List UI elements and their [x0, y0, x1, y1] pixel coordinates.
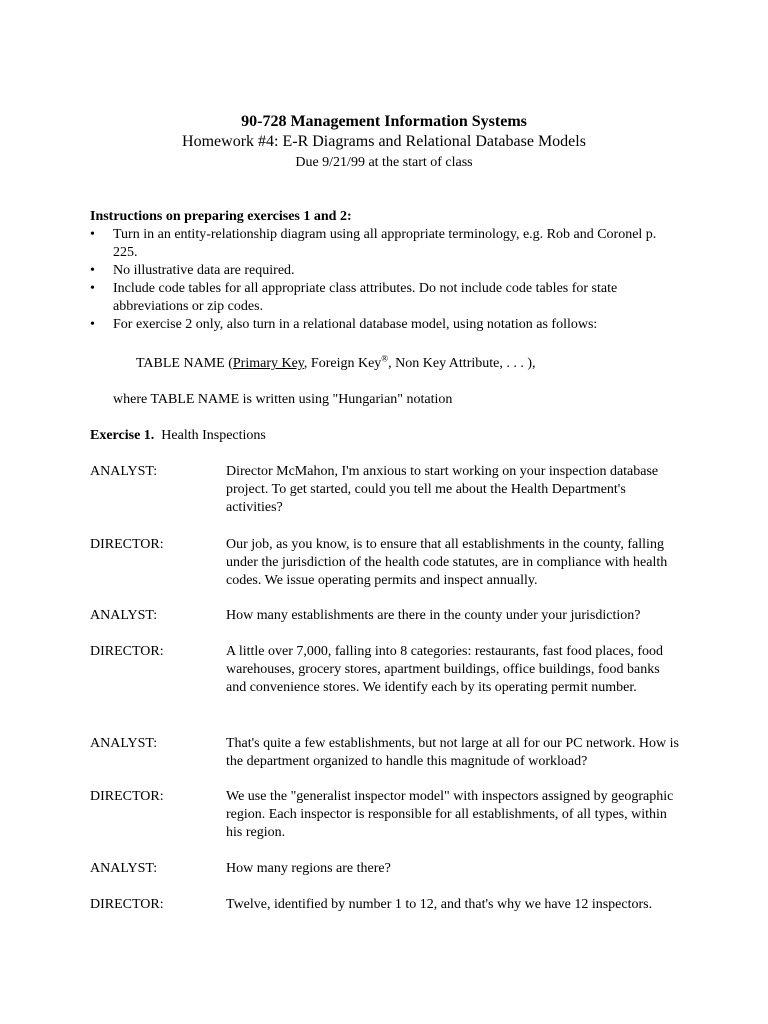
- dialogue-text: Our job, as you know, is to ensure that all establishments in the county, falling under the jurisdiction of the health code statutes, are in compliance with health codes. We issue operating permits and inspect annually.: [226, 537, 668, 588]
- instruction-item: [90, 226, 680, 262]
- speaker-label: DIRECTOR:: [90, 537, 164, 552]
- notation-foreign-key: , Foreign Key: [303, 356, 382, 371]
- instructions-list: [90, 226, 680, 334]
- course-title: 90-728 Management Information Systems: [241, 113, 527, 130]
- due-date-line: Due 9/21/99 at the start of class: [295, 155, 473, 170]
- exercise-title: Health Inspections: [161, 428, 266, 443]
- instructions-heading: Instructions on preparing exercises 1 and 2:: [90, 209, 352, 224]
- instruction-text: Include code tables for all appropriate class attributes. Do not include code tables for state abbreviations or zip codes.: [113, 281, 618, 314]
- instruction-item: [90, 262, 680, 280]
- instruction-item: [90, 316, 680, 334]
- instruction-text: No illustrative data are required.: [113, 263, 295, 278]
- speaker-label: DIRECTOR:: [90, 789, 164, 804]
- notation-explanation: where TABLE NAME is written using "Hungarian" notation: [113, 392, 453, 407]
- foreign-key-mark: ®: [381, 353, 389, 364]
- dialogue-text: That's quite a few establishments, but not large at all for our PC network. How is the department organized to handle this magnitude of workload?: [226, 736, 679, 769]
- bullet-icon: •: [90, 281, 95, 296]
- speaker-label: ANALYST:: [90, 608, 158, 623]
- speaker-label: DIRECTOR:: [90, 644, 164, 659]
- exercise-label: Exercise 1.: [90, 428, 155, 443]
- instruction-text: Turn in an entity-relationship diagram using all appropriate terminology, e.g. Rob and Coronel p. 225.: [113, 227, 657, 260]
- speaker-label: ANALYST:: [90, 861, 158, 876]
- dialogue-text: Twelve, identified by number 1 to 12, and that's why we have 12 inspectors.: [226, 897, 653, 912]
- speaker-label: ANALYST:: [90, 464, 158, 479]
- instruction-item: [90, 280, 680, 316]
- speaker-label: DIRECTOR:: [90, 897, 164, 912]
- dialogue-text: We use the "generalist inspector model" with inspectors assigned by geographic region. Each inspector is responsible for all establishments, of all types, within his region.: [226, 789, 674, 840]
- instruction-text: For exercise 2 only, also turn in a relational database model, using notation as follows:: [113, 317, 598, 332]
- bullet-icon: •: [90, 227, 95, 242]
- exercise-heading: [90, 427, 266, 445]
- notation-table-name: TABLE NAME (: [136, 356, 233, 371]
- dialogue-text: A little over 7,000, falling into 8 categories: restaurants, fast food places, food warehouses, grocery stores, apartment buildings, office buildings, food banks and convenience stores. We identify each by its operating permit number.: [226, 644, 663, 695]
- dialogue-text: Director McMahon, I'm anxious to start working on your inspection database project. To get started, could you tell me about the Health Department's activities?: [226, 464, 659, 515]
- bullet-icon: •: [90, 317, 95, 332]
- notation-primary-key: Primary Key: [232, 356, 304, 371]
- bullet-icon: •: [90, 263, 95, 278]
- notation-rest: , Non Key Attribute, . . . ),: [388, 356, 536, 371]
- dialogue-text: How many regions are there?: [226, 861, 391, 876]
- homework-title: Homework #4: E-R Diagrams and Relational Database Models: [182, 133, 586, 150]
- notation-example: [136, 355, 536, 373]
- dialogue-text: How many establishments are there in the county under your jurisdiction?: [226, 608, 641, 623]
- speaker-label: ANALYST:: [90, 736, 158, 751]
